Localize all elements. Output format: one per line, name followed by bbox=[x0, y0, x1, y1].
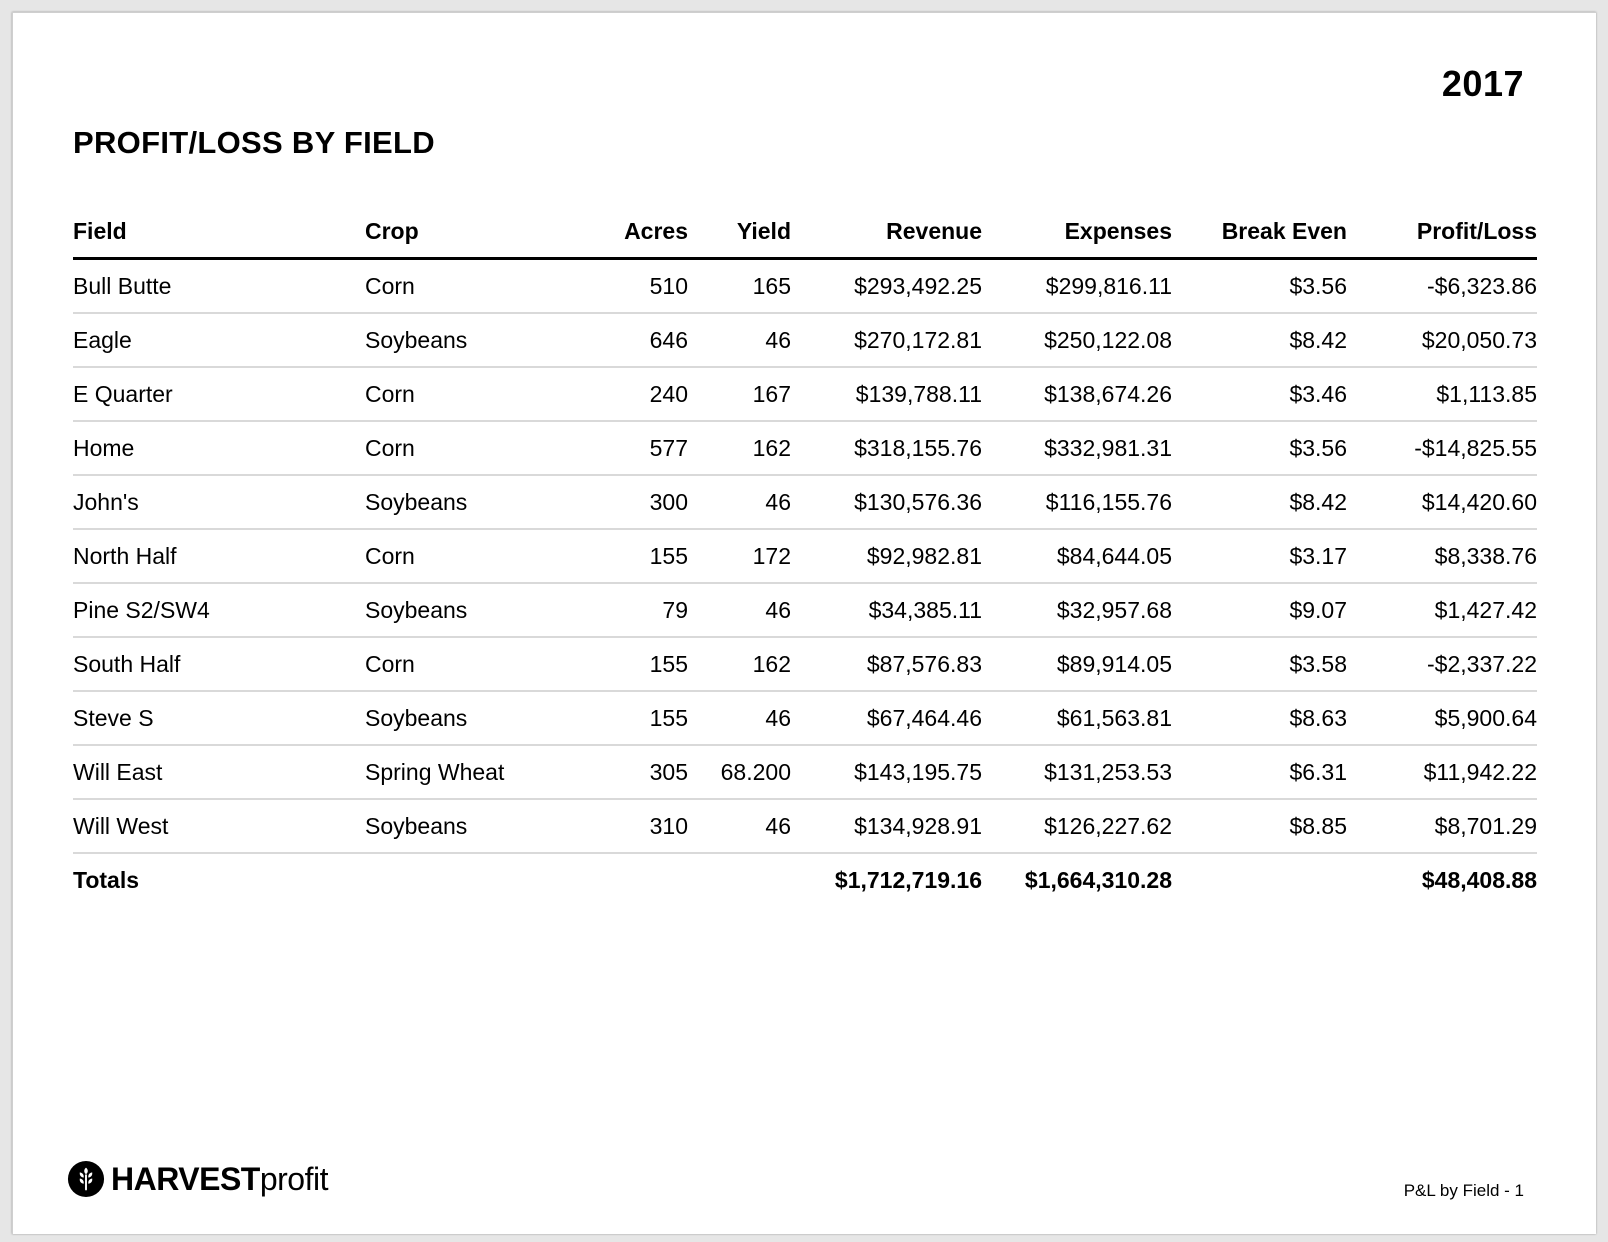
cell-expenses: $126,227.62 bbox=[982, 799, 1172, 853]
header-profit-loss: Profit/Loss bbox=[1347, 205, 1537, 259]
cell-profit-loss: $14,420.60 bbox=[1347, 475, 1537, 529]
cell-acres: 79 bbox=[585, 583, 688, 637]
table-row bbox=[73, 259, 1537, 314]
header-acres: Acres bbox=[585, 205, 688, 259]
header-break-even: Break Even bbox=[1172, 205, 1347, 259]
cell-field: Home bbox=[73, 421, 365, 475]
cell-field: Will East bbox=[73, 745, 365, 799]
cell-yield: 165 bbox=[688, 259, 791, 314]
totals-row bbox=[73, 853, 1537, 906]
profit-loss-table bbox=[73, 205, 1537, 906]
cell-field: South Half bbox=[73, 637, 365, 691]
cell-break-even: $3.17 bbox=[1172, 529, 1347, 583]
header-crop: Crop bbox=[365, 205, 585, 259]
totals-yield-empty bbox=[688, 853, 791, 906]
cell-acres: 510 bbox=[585, 259, 688, 314]
table-header-row bbox=[73, 205, 1537, 259]
cell-profit-loss: -$6,323.86 bbox=[1347, 259, 1537, 314]
table-row bbox=[73, 475, 1537, 529]
cell-revenue: $318,155.76 bbox=[791, 421, 982, 475]
report-year: 2017 bbox=[1441, 63, 1524, 104]
cell-revenue: $87,576.83 bbox=[791, 637, 982, 691]
wheat-badge-icon bbox=[67, 1160, 105, 1198]
cell-profit-loss: -$2,337.22 bbox=[1347, 637, 1537, 691]
cell-yield: 46 bbox=[688, 313, 791, 367]
cell-expenses: $116,155.76 bbox=[982, 475, 1172, 529]
cell-yield: 167 bbox=[688, 367, 791, 421]
cell-yield: 68.200 bbox=[688, 745, 791, 799]
table-row bbox=[73, 583, 1537, 637]
cell-profit-loss: -$14,825.55 bbox=[1347, 421, 1537, 475]
cell-break-even: $3.56 bbox=[1172, 259, 1347, 314]
cell-revenue: $143,195.75 bbox=[791, 745, 982, 799]
cell-profit-loss: $8,338.76 bbox=[1347, 529, 1537, 583]
cell-field: Bull Butte bbox=[73, 259, 365, 314]
cell-profit-loss: $20,050.73 bbox=[1347, 313, 1537, 367]
cell-crop: Corn bbox=[365, 637, 585, 691]
cell-crop: Corn bbox=[365, 367, 585, 421]
cell-field: North Half bbox=[73, 529, 365, 583]
logo-text-regular: profit bbox=[259, 1160, 328, 1197]
table-row bbox=[73, 745, 1537, 799]
cell-crop: Spring Wheat bbox=[365, 745, 585, 799]
table-row bbox=[73, 529, 1537, 583]
cell-acres: 577 bbox=[585, 421, 688, 475]
header-expenses: Expenses bbox=[982, 205, 1172, 259]
page-footer-label: P&L by Field - 1 bbox=[1403, 1181, 1524, 1200]
totals-revenue: $1,712,719.16 bbox=[834, 866, 982, 893]
cell-expenses: $131,253.53 bbox=[982, 745, 1172, 799]
cell-break-even: $3.58 bbox=[1172, 637, 1347, 691]
cell-acres: 155 bbox=[585, 637, 688, 691]
cell-yield: 162 bbox=[688, 421, 791, 475]
harvestprofit-logo bbox=[67, 1159, 328, 1199]
table-row bbox=[73, 691, 1537, 745]
cell-revenue: $130,576.36 bbox=[791, 475, 982, 529]
cell-field: Will West bbox=[73, 799, 365, 853]
header-yield: Yield bbox=[688, 205, 791, 259]
cell-acres: 155 bbox=[585, 691, 688, 745]
cell-expenses: $332,981.31 bbox=[982, 421, 1172, 475]
cell-profit-loss: $1,113.85 bbox=[1347, 367, 1537, 421]
cell-acres: 310 bbox=[585, 799, 688, 853]
header-field: Field bbox=[73, 205, 365, 259]
cell-crop: Soybeans bbox=[365, 313, 585, 367]
cell-break-even: $8.63 bbox=[1172, 691, 1347, 745]
cell-revenue: $139,788.11 bbox=[791, 367, 982, 421]
cell-break-even: $9.07 bbox=[1172, 583, 1347, 637]
totals-label: Totals bbox=[73, 866, 140, 893]
cell-break-even: $8.42 bbox=[1172, 313, 1347, 367]
report-page bbox=[12, 12, 1596, 1234]
cell-crop: Soybeans bbox=[365, 583, 585, 637]
table-row bbox=[73, 367, 1537, 421]
cell-profit-loss: $1,427.42 bbox=[1347, 583, 1537, 637]
cell-revenue: $134,928.91 bbox=[791, 799, 982, 853]
cell-profit-loss: $8,701.29 bbox=[1347, 799, 1537, 853]
cell-field: Steve S bbox=[73, 691, 365, 745]
cell-break-even: $3.46 bbox=[1172, 367, 1347, 421]
cell-revenue: $270,172.81 bbox=[791, 313, 982, 367]
totals-acres-empty bbox=[585, 853, 688, 906]
table-row bbox=[73, 799, 1537, 853]
cell-expenses: $299,816.11 bbox=[982, 259, 1172, 314]
totals-profit-loss: $48,408.88 bbox=[1421, 866, 1537, 893]
cell-profit-loss: $11,942.22 bbox=[1347, 745, 1537, 799]
cell-expenses: $138,674.26 bbox=[982, 367, 1172, 421]
report-title: PROFIT/LOSS BY FIELD bbox=[73, 125, 435, 160]
cell-field: John's bbox=[73, 475, 365, 529]
header-revenue: Revenue bbox=[791, 205, 982, 259]
cell-crop: Corn bbox=[365, 421, 585, 475]
cell-break-even: $8.42 bbox=[1172, 475, 1347, 529]
cell-expenses: $250,122.08 bbox=[982, 313, 1172, 367]
cell-yield: 172 bbox=[688, 529, 791, 583]
cell-revenue: $293,492.25 bbox=[791, 259, 982, 314]
table-row bbox=[73, 637, 1537, 691]
totals-break-even-empty bbox=[1172, 853, 1347, 906]
cell-acres: 240 bbox=[585, 367, 688, 421]
cell-yield: 46 bbox=[688, 583, 791, 637]
cell-acres: 155 bbox=[585, 529, 688, 583]
table-body bbox=[73, 259, 1537, 907]
cell-expenses: $89,914.05 bbox=[982, 637, 1172, 691]
cell-expenses: $84,644.05 bbox=[982, 529, 1172, 583]
cell-revenue: $92,982.81 bbox=[791, 529, 982, 583]
cell-profit-loss: $5,900.64 bbox=[1347, 691, 1537, 745]
cell-yield: 46 bbox=[688, 475, 791, 529]
cell-yield: 46 bbox=[688, 799, 791, 853]
totals-crop-empty bbox=[365, 853, 585, 906]
cell-crop: Soybeans bbox=[365, 799, 585, 853]
cell-break-even: $3.56 bbox=[1172, 421, 1347, 475]
cell-crop: Soybeans bbox=[365, 475, 585, 529]
cell-revenue: $67,464.46 bbox=[791, 691, 982, 745]
cell-crop: Corn bbox=[365, 259, 585, 314]
cell-break-even: $8.85 bbox=[1172, 799, 1347, 853]
cell-crop: Soybeans bbox=[365, 691, 585, 745]
table-row bbox=[73, 421, 1537, 475]
cell-revenue: $34,385.11 bbox=[791, 583, 982, 637]
cell-field: Pine S2/SW4 bbox=[73, 583, 365, 637]
cell-acres: 300 bbox=[585, 475, 688, 529]
logo-wordmark bbox=[111, 1161, 328, 1198]
cell-expenses: $32,957.68 bbox=[982, 583, 1172, 637]
table-row bbox=[73, 313, 1537, 367]
cell-crop: Corn bbox=[365, 529, 585, 583]
cell-expenses: $61,563.81 bbox=[982, 691, 1172, 745]
cell-field: Eagle bbox=[73, 313, 365, 367]
cell-acres: 646 bbox=[585, 313, 688, 367]
cell-field: E Quarter bbox=[73, 367, 365, 421]
cell-break-even: $6.31 bbox=[1172, 745, 1347, 799]
logo-text-bold: HARVEST bbox=[111, 1160, 260, 1197]
cell-yield: 162 bbox=[688, 637, 791, 691]
cell-acres: 305 bbox=[585, 745, 688, 799]
totals-expenses: $1,664,310.28 bbox=[1024, 866, 1172, 893]
cell-yield: 46 bbox=[688, 691, 791, 745]
